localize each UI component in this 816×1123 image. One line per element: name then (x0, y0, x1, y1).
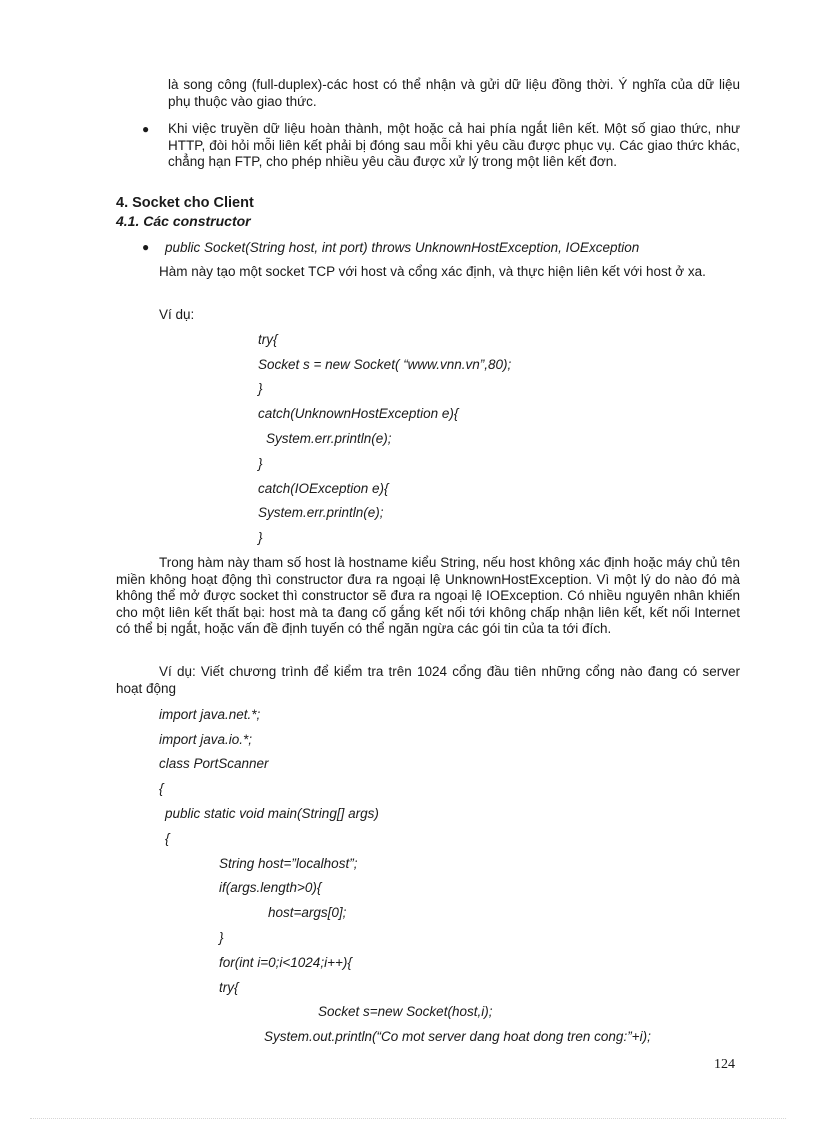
constructor-description: Hàm này tạo một socket TCP với host và cổng xác định, và thực hiện liên kết với host ở xa. (159, 264, 706, 279)
subsection-heading: 4.1. Các constructor (116, 213, 251, 229)
code-line: catch(UnknownHostException e){ (258, 406, 459, 421)
code-line: Socket s=new Socket(host,i); (318, 1004, 493, 1019)
bullet-close-text: Khi việc truyền dữ liệu hoàn thành, một hoặc cả hai phía ngắt liên kết. Một số giao thức, như HTTP, đòi hỏi mỗi liên kết phải bị đóng sau mỗi khi yêu cầu được phục vụ. Các giao thức khác, chẳng hạn FTP, cho phép nhiều yêu cầu được xử lý trong một liên kết đơn. (168, 121, 740, 169)
code-line: if(args.length>0){ (219, 880, 322, 895)
code-line: { (165, 831, 170, 846)
example2-intro (116, 664, 740, 697)
code-line: System.err.println(e); (258, 505, 384, 520)
continued-paragraph: là song công (full-duplex)-các host có thể nhận và gửi dữ liệu đồng thời. Ý nghĩa của dữ liệu phụ thuộc vào giao thức. (168, 77, 740, 109)
code-line: { (159, 781, 164, 796)
code-line: try{ (219, 980, 239, 995)
code-line: for(int i=0;i<1024;i++){ (219, 955, 352, 970)
constructor-signature: public Socket(String host, int port) throws UnknownHostException, IOException (165, 240, 640, 255)
code-line: } (258, 456, 263, 471)
explanation-text: Trong hàm này tham số host là hostname kiểu String, nếu host không xác định hoặc máy chủ tên miền không hoạt động thì constructor đưa ra ngoại lệ UnknownHostException. Vì một lý do nào đó mà không thể mở được socket thì constructor sẽ đưa ra ngoại lệ IOException. Có nhiều nguyên nhân khiến cho một liên kết thất bại: host mà ta đang cố gắng kết nối tới không chấp nhận liên kết, kết nối Internet có thể bị ngắt, hoặc vấn đề định tuyến có thể ngăn ngừa các gói tin của ta tới đích. (116, 555, 740, 636)
section-heading: 4. Socket cho Client (116, 195, 254, 211)
code-line: String host=”localhost”; (219, 856, 358, 871)
explanation-paragraph (116, 555, 740, 638)
code-line: public static void main(String[] args) (165, 806, 379, 821)
bullet-icon: ● (142, 122, 150, 136)
code-line: catch(IOException e){ (258, 481, 389, 496)
page-number: 124 (714, 1057, 735, 1072)
code-line: System.out.println(“Co mot server dang hoat dong tren cong:”+i); (264, 1029, 651, 1044)
code-line: } (258, 381, 263, 396)
code-line: try{ (258, 332, 278, 347)
code-line: } (258, 530, 263, 545)
code-line: host=args[0]; (268, 905, 347, 920)
code-line: import java.net.*; (159, 707, 261, 722)
code-line: System.err.println(e); (266, 431, 392, 446)
bottom-divider (30, 1118, 786, 1119)
example-label: Ví dụ: (159, 307, 195, 322)
code-line: Socket s = new Socket( “www.vnn.vn”,80); (258, 357, 512, 372)
code-line: class PortScanner (159, 756, 269, 771)
code-line: import java.io.*; (159, 732, 253, 747)
example2-intro-text: Ví dụ: Viết chương trình để kiểm tra trên 1024 cổng đầu tiên những cổng nào đang có server hoạt động (116, 664, 740, 696)
code-line: } (219, 930, 224, 945)
bullet-icon: ● (142, 240, 150, 254)
